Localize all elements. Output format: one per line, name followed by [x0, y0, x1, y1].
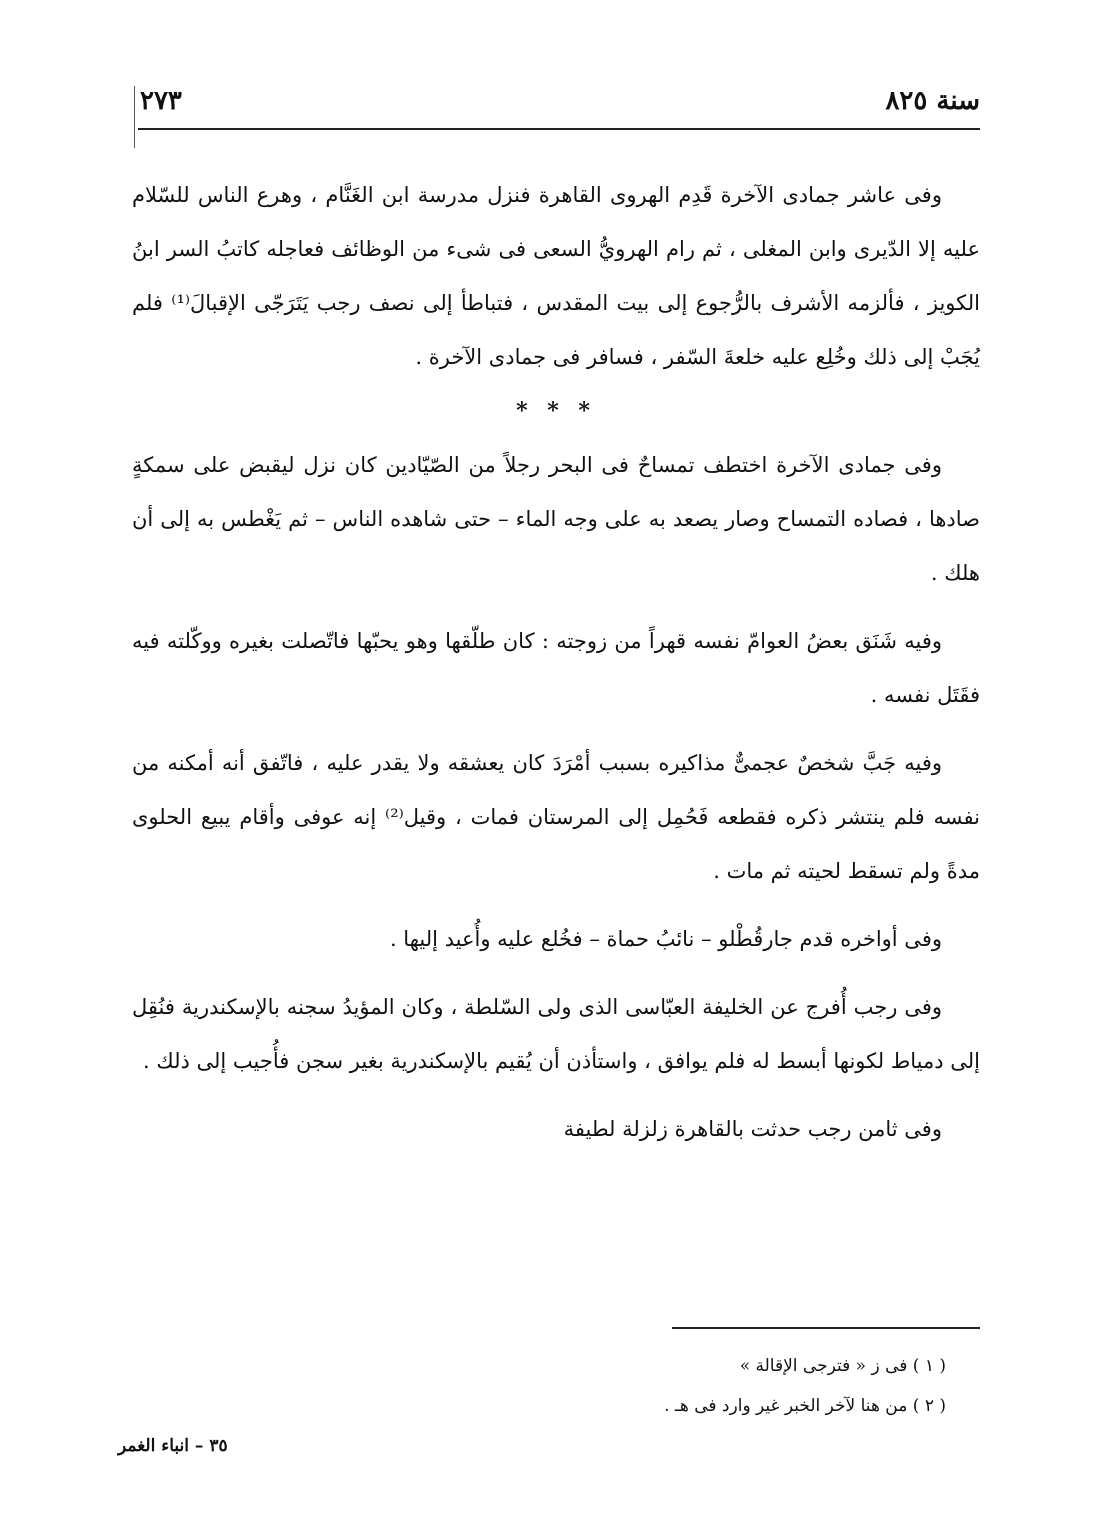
paragraph-jarqutlu: وفى أواخره قدم جارقُطْلو – نائبُ حماة – فخُلع عليه وأُعيد إليها . [389, 927, 942, 951]
header-year: سنة ٨٢٥ [885, 86, 980, 116]
paragraph-caliph: وفى رجب أُفرج عن الخليفة العبّاسى الذى ولى السّلطة ، وكان المؤيدُ سجنه بالإسكندرية فنُقِل إلى دمياط لكونها أبسط له فلم يوافق ، واستأذن أن يُقيم بالإسكندرية بغير سجن فأُجيب إلى ذلك . [132, 995, 980, 1073]
paragraph-earthquake: وفى ثامن رجب حدثت بالقاهرة زلزلة لطيفة [563, 1117, 942, 1141]
running-head [140, 86, 980, 126]
paragraph-ajami: وفيه جَبَّ شخصٌ عجمىٌّ مذاكيره بسبب أمْرَدَ كان يعشقه ولا يقدر عليه ، فاتّفق أنه أمكنه من نفسه فلم ينتشر ذكره فقطعه فَحُمِل إلى المرستان فمات ، وقيل⁽²⁾ إنه عوفى وأقام يبيع الحلوى مدةً ولم تسقط لحيته ثم مات . [132, 751, 980, 883]
header-rule [138, 128, 980, 130]
footnotes [400, 1346, 946, 1426]
section-separator: * * * [516, 398, 596, 424]
footnote-rule [672, 1327, 980, 1329]
printer-signature: ٣٥ – انباء الغمر [118, 1436, 228, 1456]
page-number: ٢٧٣ [140, 86, 182, 116]
paragraph-suicide: وفيه شَنَق بعضُ العوامّ نفسه قهراً من زوجته : كان طلّقها وهو يحبّها فاتّصلت بغيره ووكّلته فيه فقَتَل نفسه . [132, 629, 980, 707]
body-text [132, 168, 980, 1156]
footnote-2: ( ٢ ) من هنا لآخر الخبر غير وارد فى هـ . [664, 1396, 946, 1416]
paragraph-crocodile: وفى جمادى الآخرة اختطف تمساحٌ فى البحر رجلاً من الصّيّادين كان نزل ليقبض على سمكةٍ صادها ، فصاده التمساح وصار يصعد به على وجه الماء – حتى شاهده الناس – ثم يَغْطس به إلى أن هلك . [132, 453, 980, 585]
footnote-1: ( ١ ) فى ز « فترجى الإقالة » [739, 1356, 946, 1376]
margin-mark [134, 86, 135, 148]
paragraph-herawi: وفى عاشر جمادى الآخرة قَدِم الهروى القاهرة فنزل مدرسة ابن الغَنَّام ، وهرع الناس للسّلام عليه إلا الدّيرى وابن المغلى ، ثم رام الهرويُّ السعى فى شىء من الوظائف فعاجله كاتبُ السر ابنُ الكويز ، فألزمه الأشرف بالرُّجوع إلى بيت المقدس ، فتباطأ إلى نصف رجب يَتَرَجّى الإقبالَ⁽¹⁾ فلم يُجَبْ إلى ذلك وخُلِع عليه خلعةَ السّفر ، فسافر فى جمادى الآخرة . [132, 183, 980, 369]
